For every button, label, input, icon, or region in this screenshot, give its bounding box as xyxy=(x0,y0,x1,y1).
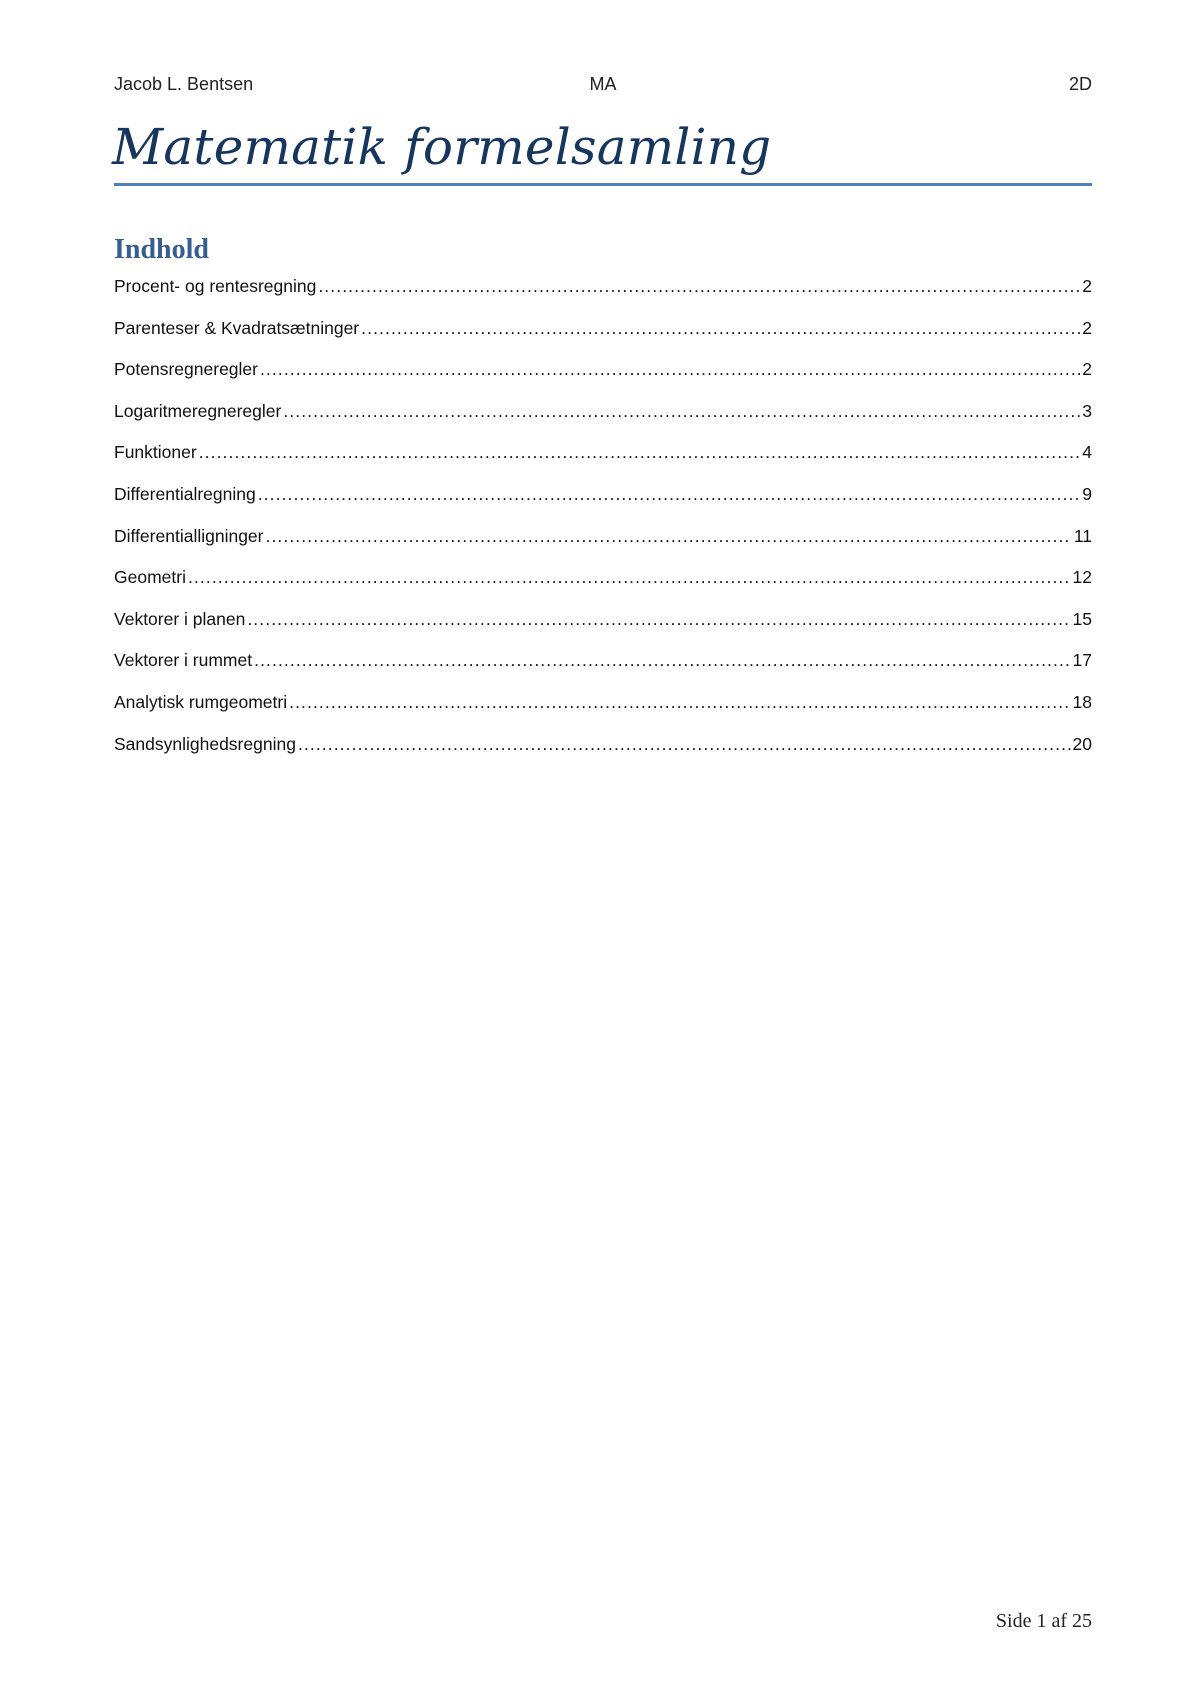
toc-entry[interactable] xyxy=(114,609,1092,651)
toc-entry-page: 2 xyxy=(1082,359,1092,380)
toc-entry[interactable] xyxy=(114,401,1092,443)
toc-entry-page: 9 xyxy=(1082,483,1092,504)
toc-entry[interactable] xyxy=(114,650,1092,692)
toc-entry-page: 4 xyxy=(1082,442,1092,463)
toc-entry-label: Sandsynlighedsregning xyxy=(114,733,296,754)
toc-entry-label: Vektorer i rummet xyxy=(114,650,253,671)
toc-entry-label: Geometri xyxy=(114,567,186,588)
toc-entry-label: Funktioner xyxy=(114,442,197,463)
header-author: Jacob L. Bentsen xyxy=(114,74,254,94)
toc-leader-dots xyxy=(254,650,1070,671)
header-subject: MA xyxy=(589,74,617,94)
toc-entry-label: Analytisk rumgeometri xyxy=(114,691,288,712)
toc-leader-dots xyxy=(289,692,1070,713)
toc-entry[interactable] xyxy=(114,484,1092,526)
toc-leader-dots xyxy=(188,567,1071,588)
toc-leader-dots xyxy=(266,526,1072,547)
table-of-contents xyxy=(114,276,1092,775)
toc-entry-label: Differentialligninger xyxy=(114,525,264,546)
toc-leader-dots xyxy=(247,609,1070,630)
page-header xyxy=(114,74,1092,98)
toc-leader-dots xyxy=(318,276,1080,297)
toc-entry[interactable] xyxy=(114,318,1092,360)
toc-entry-page: 20 xyxy=(1072,733,1092,754)
toc-entry[interactable] xyxy=(114,442,1092,484)
toc-entry-label: Vektorer i planen xyxy=(114,608,246,629)
header-class: 2D xyxy=(1068,74,1092,94)
toc-entry[interactable] xyxy=(114,734,1092,776)
toc-entry-label: Potensregneregler xyxy=(114,359,258,380)
toc-heading: Indhold xyxy=(114,234,209,265)
toc-leader-dots xyxy=(258,484,1081,505)
toc-entry-page: 15 xyxy=(1072,608,1092,629)
toc-entry-page: 12 xyxy=(1072,567,1092,588)
toc-leader-dots xyxy=(361,318,1080,339)
toc-entry-page: 11 xyxy=(1073,525,1092,546)
toc-entry-page: 2 xyxy=(1082,276,1092,296)
toc-leader-dots xyxy=(199,442,1081,463)
toc-leader-dots xyxy=(298,734,1071,755)
toc-entry[interactable] xyxy=(114,526,1092,568)
toc-entry[interactable] xyxy=(114,359,1092,401)
toc-entry-label: Parenteser & Kvadratsætninger xyxy=(114,317,360,338)
toc-entry[interactable] xyxy=(114,276,1092,318)
document-title: Matematik formelsamling xyxy=(112,118,772,176)
toc-leader-dots xyxy=(260,359,1080,380)
toc-entry-label: Logaritmeregneregler xyxy=(114,400,282,421)
toc-entry[interactable] xyxy=(114,692,1092,734)
toc-entry-page: 3 xyxy=(1082,400,1092,421)
toc-entry-label: Procent- og rentesregning xyxy=(114,276,317,296)
toc-entry-page: 17 xyxy=(1072,650,1092,671)
toc-entry-page: 2 xyxy=(1082,317,1092,338)
toc-entry-page: 18 xyxy=(1072,691,1092,712)
title-rule xyxy=(114,183,1092,186)
page-footer: Side 1 af 25 xyxy=(995,1610,1092,1632)
toc-entry[interactable] xyxy=(114,567,1092,609)
toc-leader-dots xyxy=(283,401,1080,422)
toc-entry-label: Differentialregning xyxy=(114,483,256,504)
